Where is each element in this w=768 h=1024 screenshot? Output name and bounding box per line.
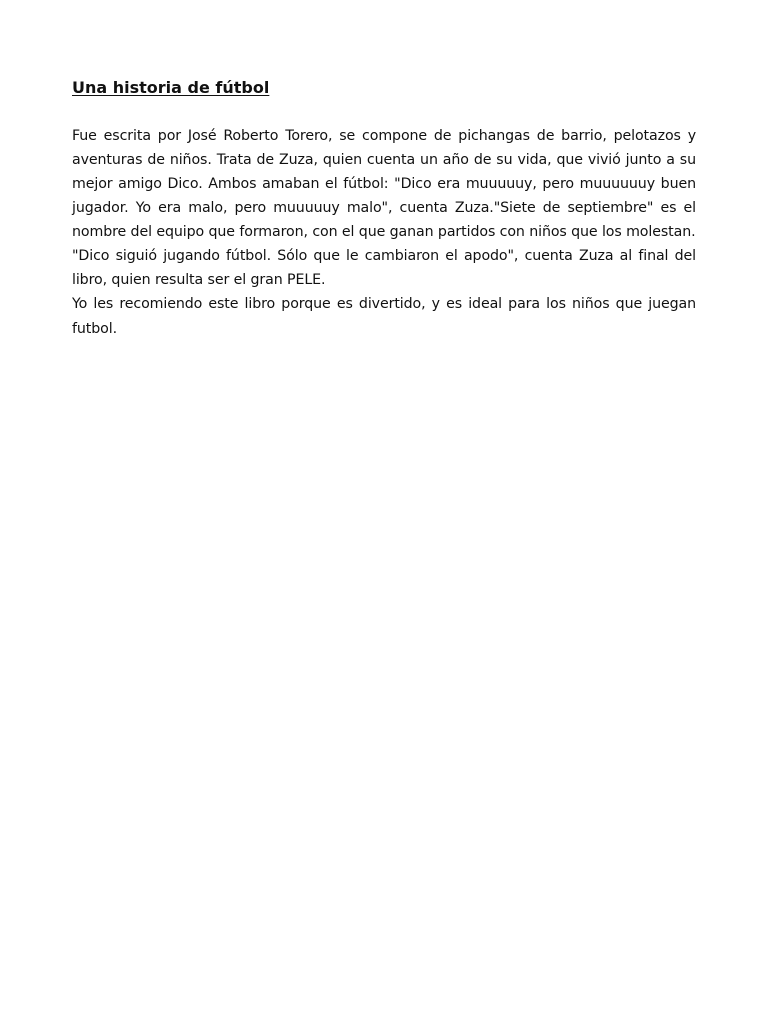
document-content [72,76,696,342]
paragraph-1: Fue escrita por José Roberto Torero, se compone de pichangas de barrio, pelotazos y aventuras de niños. Trata de Zuza, quien cuenta un año de su vida, que vivió junto a su mejor amigo Dico. Ambos amaban el fútbol: "Dico era muuuuuy, pero muuuuuuy buen jugador. Yo era malo, pero muuuuuy malo", cuenta Zuza."Siete de septiembre" es el nombre del equipo que formaron, con el que ganan partidos con niños que los molestan. [72,128,696,240]
paragraph-2: "Dico siguió jugando fútbol. Sólo que le cambiaron el apodo", cuenta Zuza al final del libro, quien resulta ser el gran PELE. [72,248,696,288]
document-title: Una historia de fútbol [72,78,270,97]
paragraph-3: Yo les recomiendo este libro porque es divertido, y es ideal para los niños que juegan futbol. [72,296,696,337]
